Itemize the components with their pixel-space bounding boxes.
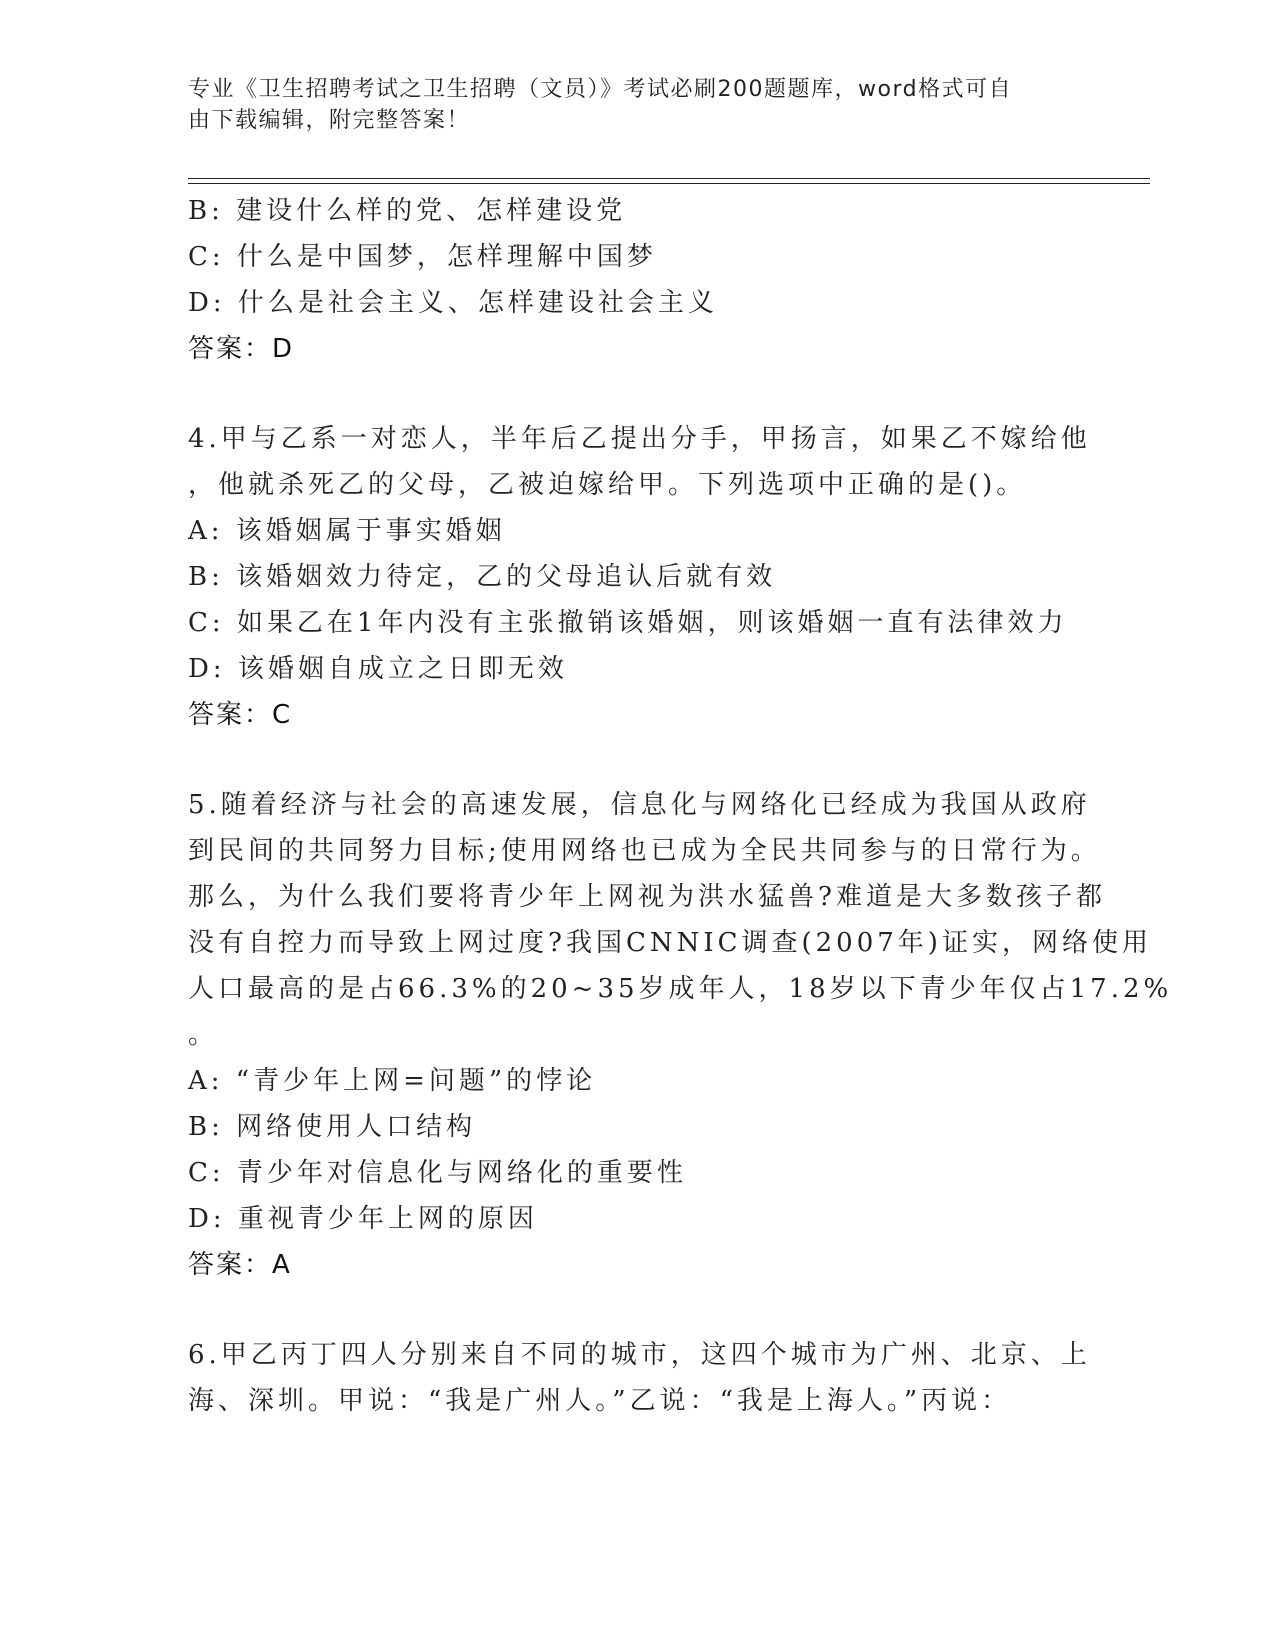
question-list [188,188,1173,1424]
answer: 答案：A [188,1250,292,1280]
option-c: C: 如果乙在1年内没有主张撤销该婚姻，则该婚姻一直有法律效力 [188,608,1068,638]
header-line-1: 专业《卫生招聘考试之卫生招聘（文员）》考试必刷200题题库，word格式可自 [188,77,1013,102]
option-b: B: 该婚姻效力待定，乙的父母追认后就有效 [188,562,777,592]
document-header [188,74,1068,136]
option-c: C: 青少年对信息化与网络化的重要性 [188,1158,687,1188]
header-rule-bottom [188,183,1150,184]
answer: 答案：C [188,700,293,730]
question-stem: 海、深圳。甲说：“我是广州人。”乙说：“我是上海人。”丙说： [188,1386,1012,1416]
option-a: A: “青少年上网=问题”的悖论 [188,1066,597,1096]
option-c: C: 什么是中国梦，怎样理解中国梦 [188,242,657,272]
question-stem: 那么，为什么我们要将青少年上网视为洪水猛兽?难道是大多数孩子都 [188,882,1106,912]
question-6 [188,1332,1091,1424]
question-stem: 5.随着经济与社会的高速发展，信息化与网络化已经成为我国从政府 [188,790,1091,820]
question-stem: 。 [188,1020,219,1050]
question-stem: 没有自控力而导致上网过度?我国CNNIC调查(2007年)证实，网络使用 [188,928,1152,958]
option-b: B: 网络使用人口结构 [188,1112,477,1142]
question-stem: 到民间的共同努力目标;使用网络也已成为全民共同参与的日常行为。 [188,836,1101,866]
option-d: D: 什么是社会主义、怎样建设社会主义 [188,288,718,318]
option-b: B: 建设什么样的党、怎样建设党 [188,196,627,226]
question-3 [188,188,1088,372]
answer: 答案：D [188,334,295,364]
header-rule-top [188,178,1150,179]
option-d: D: 重视青少年上网的原因 [188,1204,538,1234]
question-stem: 6.甲乙丙丁四人分别来自不同的城市，这四个城市为广州、北京、上 [188,1340,1091,1370]
question-5 [188,782,1173,1288]
option-a: A: 该婚姻属于事实婚姻 [188,516,506,546]
question-stem: ，他就杀死乙的父母，乙被迫嫁给甲。下列选项中正确的是()。 [188,470,1027,500]
question-4 [188,416,1091,738]
header-line-2: 由下载编辑，附完整答案！ [188,108,471,133]
question-stem: 4.甲与乙系一对恋人，半年后乙提出分手，甲扬言，如果乙不嫁给他 [188,424,1091,454]
question-stem: 人口最高的是占66.3%的20~35岁成年人，18岁以下青少年仅占17.2% [188,974,1173,1004]
option-d: D: 该婚姻自成立之日即无效 [188,654,568,684]
